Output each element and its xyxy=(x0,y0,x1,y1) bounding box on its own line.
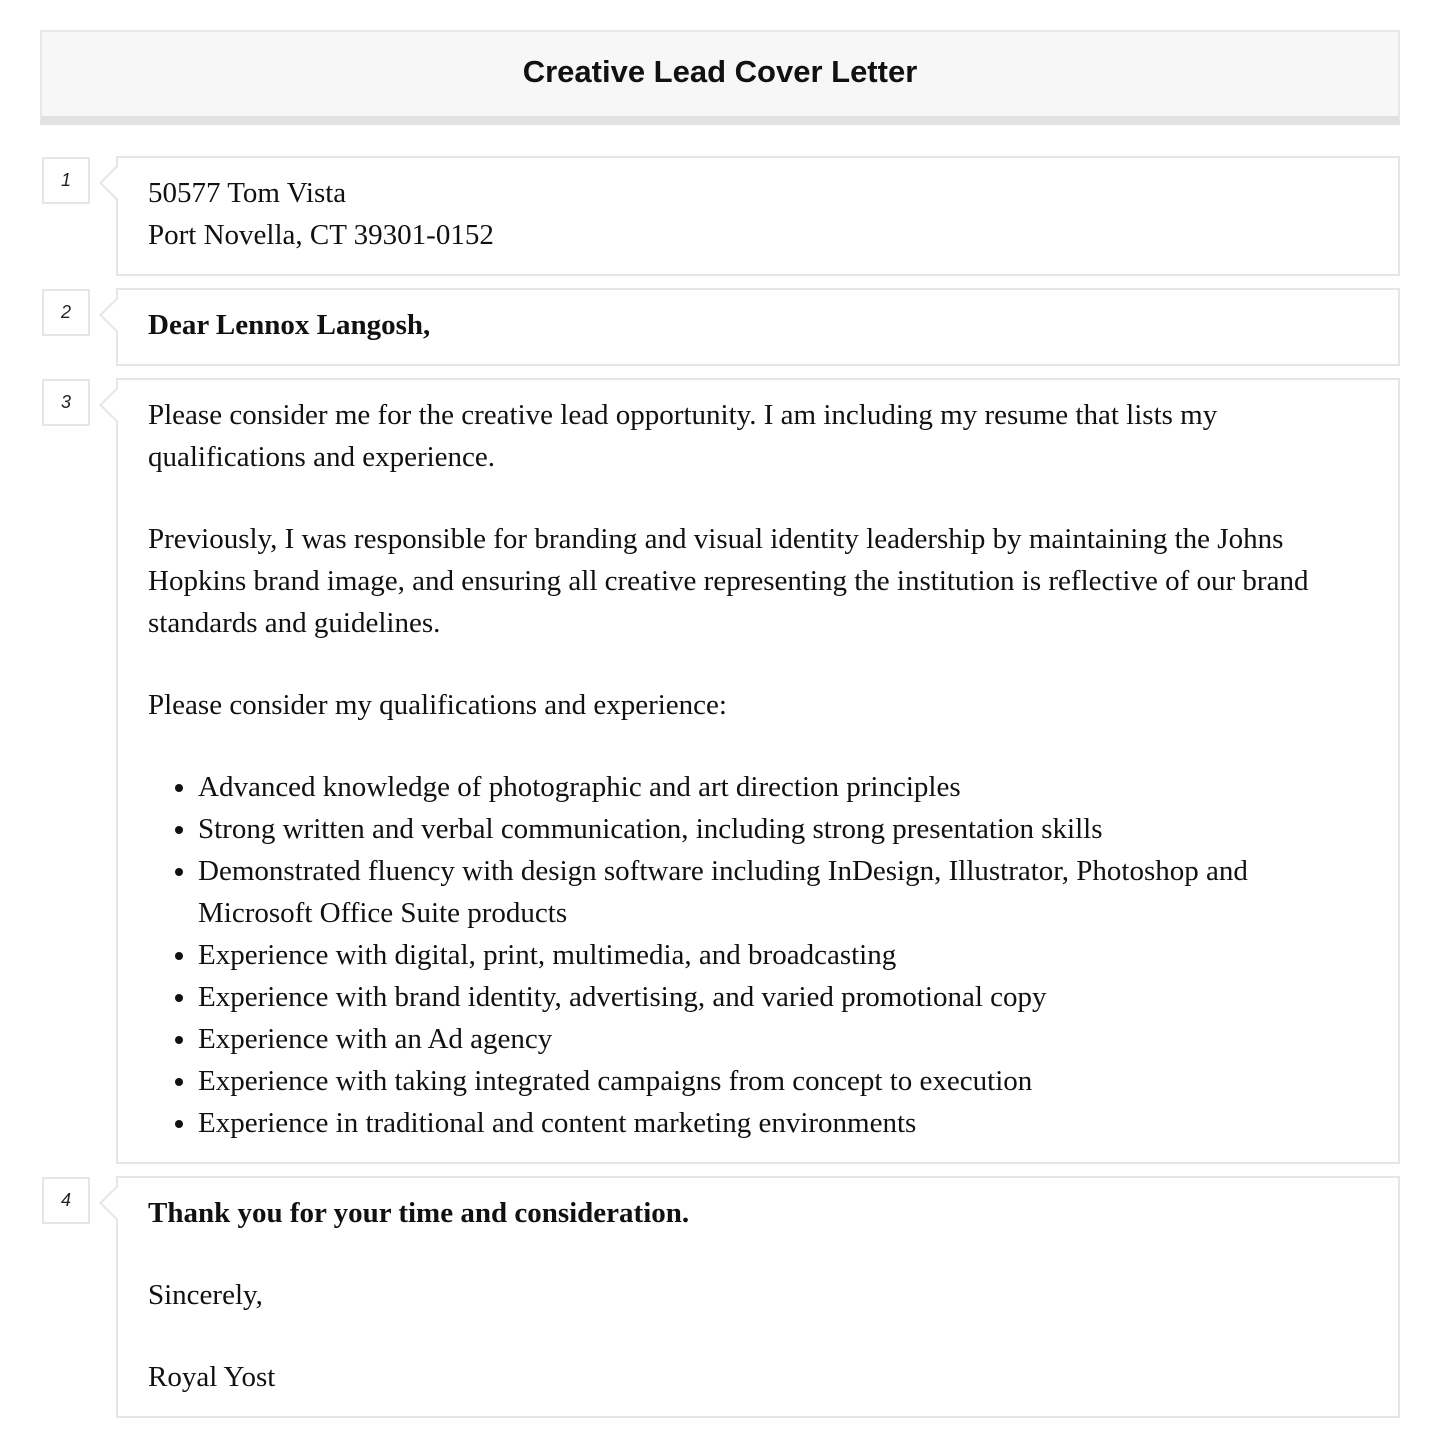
page-title: Creative Lead Cover Letter xyxy=(522,54,918,89)
greeting: Dear Lennox Langosh, xyxy=(148,309,431,341)
previous-experience-paragraph: Previously, I was responsible for branding and visual identity leadership by maintaining the Johns Hopkins brand image, and ensuring all creative representing the institution is reflective of our brand standards and guidelines. xyxy=(148,523,1309,639)
list-item: • Advanced knowledge of photographic and art direction principles xyxy=(198,766,1368,808)
section-number-1: 1 xyxy=(42,157,90,204)
list-item: • Experience with an Ad agency xyxy=(198,1018,1368,1060)
list-item: • Experience in traditional and content marketing environments xyxy=(198,1102,1368,1144)
section-number-3: 3 xyxy=(42,379,90,426)
body-card xyxy=(116,378,1400,1164)
section-number-4: 4 xyxy=(42,1177,90,1224)
signature-name: Royal Yost xyxy=(148,1361,276,1393)
intro-paragraph: Please consider me for the creative lead opportunity. I am including my resume that lists my qualifications and experience. xyxy=(148,399,1218,473)
closing-salutation: Sincerely, xyxy=(148,1279,263,1311)
closing-card xyxy=(116,1176,1400,1418)
section-number-2: 2 xyxy=(42,289,90,336)
list-item: • Experience with digital, print, multimedia, and broadcasting xyxy=(198,934,1368,976)
letter-header xyxy=(40,30,1400,125)
list-item: • Experience with taking integrated campaigns from concept to execution xyxy=(198,1060,1368,1102)
address-card xyxy=(116,156,1400,276)
address-line-2: Port Novella, CT 39301-0152 xyxy=(148,219,494,251)
qualifications-list xyxy=(148,766,1368,1144)
list-item: • Strong written and verbal communication, including strong presentation skills xyxy=(198,808,1368,850)
list-item: • Demonstrated fluency with design software including InDesign, Illustrator, Photoshop and Microsoft Office Suite products xyxy=(198,850,1368,934)
address-line-1: 50577 Tom Vista xyxy=(148,177,347,209)
list-item: • Experience with brand identity, advertising, and varied promotional copy xyxy=(198,976,1368,1018)
thanks-line: Thank you for your time and consideration. xyxy=(148,1197,690,1229)
greeting-card xyxy=(116,288,1400,366)
qualifications-lead-in: Please consider my qualifications and experience: xyxy=(148,689,727,721)
